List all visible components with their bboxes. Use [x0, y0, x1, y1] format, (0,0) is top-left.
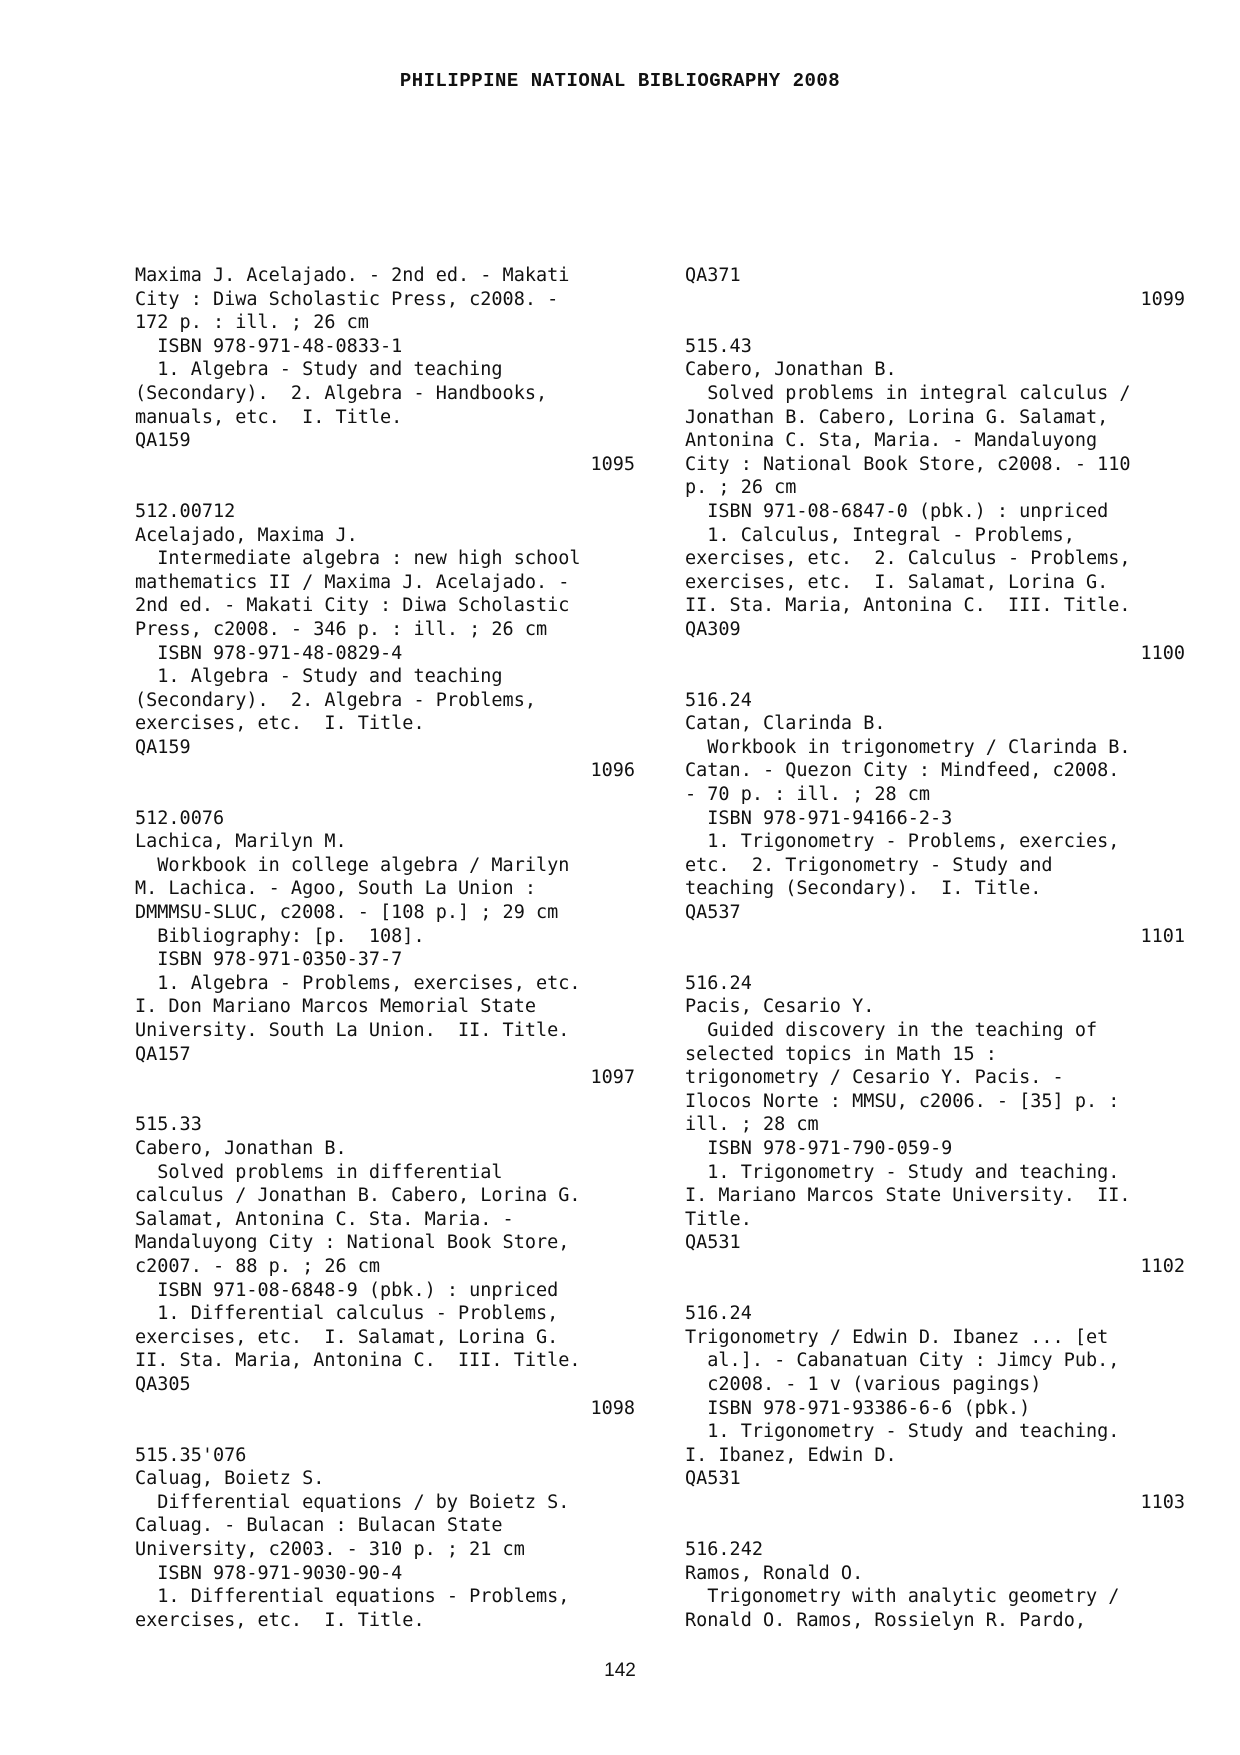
entry-number: 1098: [590, 1397, 635, 1419]
entry-text-line: Ronald O. Ramos, Rossielyn R. Pardo,: [685, 1609, 1086, 1631]
entry-text-line: II. Sta. Maria, Antonina C. III. Title.: [135, 1350, 581, 1372]
entry-separator: [135, 1420, 635, 1444]
entry-text-line: II. Sta. Maria, Antonina C. III. Title.: [685, 595, 1131, 617]
entry-text-line: ISBN 978-971-48-0829-4: [135, 642, 403, 664]
entry-text-line: 516.24: [685, 1303, 752, 1325]
entry-text-line: 1. Differential calculus - Problems,: [135, 1303, 559, 1325]
entry-text-line: 1. Algebra - Study and teaching: [135, 359, 503, 381]
entry-text-line: Cabero, Jonathan B.: [685, 359, 897, 381]
entry-text-line: 516.24: [685, 689, 752, 711]
entry-number: 1097: [590, 1067, 635, 1089]
entry-text-line: Cabero, Jonathan B.: [135, 1137, 347, 1159]
entry-text-line: Caluag, Boietz S.: [135, 1468, 325, 1490]
entry-text-line: QA159: [135, 430, 191, 452]
entry-text-line: University, c2003. - 310 p. ; 21 cm: [135, 1539, 525, 1561]
entry-separator: [685, 1514, 1185, 1538]
entry-separator: [685, 665, 1185, 689]
entry-text-line: c2008. - 1 v (various pagings): [685, 1373, 1042, 1395]
entry-text-line: QA371: [685, 265, 741, 286]
entry-text-line: c2007. - 88 p. ; 26 cm: [135, 1255, 381, 1277]
entry-text-line: QA309: [685, 618, 741, 640]
entry-text-line: ISBN 978-971-48-0833-1: [135, 335, 403, 357]
entry-text-line: 172 p. : ill. ; 26 cm: [135, 312, 369, 334]
entry-text-line: Bibliography: [p. 108].: [135, 925, 425, 947]
entry-text-line: 512.00712: [135, 500, 236, 522]
entry-text-line: ISBN 978-971-790-059-9: [685, 1137, 953, 1159]
entry-text-line: 1. Algebra - Problems, exercises, etc.: [135, 972, 581, 994]
entry-separator: [685, 948, 1185, 972]
entry-text-line: Pacis, Cesario Y.: [685, 996, 875, 1018]
entry-separator: [685, 311, 1185, 335]
entry-text-line: Differential equations / by Boietz S.: [135, 1491, 570, 1513]
entry-text-line: exercises, etc. I. Salamat, Lorina G.: [685, 571, 1109, 593]
entry-text-line: Intermediate algebra : new high school: [135, 548, 581, 570]
entry-text-line: Maxima J. Acelajado. - 2nd ed. - Makati: [135, 265, 570, 286]
entry-text-line: Solved problems in integral calculus /: [685, 382, 1131, 404]
entry-text-line: 2nd ed. - Makati City : Diwa Scholastic: [135, 595, 570, 617]
entry-text-line: exercises, etc. 2. Calculus - Problems,: [685, 548, 1131, 570]
entry-text-line: DMMMSU-SLUC, c2008. - [108 p.] ; 29 cm: [135, 902, 559, 924]
entry-text-line: M. Lachica. - Agoo, South La Union :: [135, 878, 536, 900]
entry-text-line: ISBN 978-971-9030-90-4: [135, 1562, 403, 1584]
entry-text-line: Guided discovery in the teaching of: [685, 1020, 1098, 1041]
entry-text-line: City : Diwa Scholastic Press, c2008. -: [135, 288, 559, 310]
entry-text-line: Catan, Clarinda B.: [685, 713, 886, 735]
entry-text-line: QA537: [685, 902, 741, 924]
entry-separator: [135, 476, 635, 500]
entry-text-line: Caluag. - Bulacan : Bulacan State: [135, 1515, 503, 1537]
entry-text-line: 1. Calculus, Integral - Problems,: [685, 524, 1075, 546]
entry-text-line: 515.35'076: [135, 1444, 247, 1466]
entry-text-line: teaching (Secondary). I. Title.: [685, 878, 1042, 900]
entry-separator: [135, 1090, 635, 1114]
entry-text-line: QA531: [685, 1232, 741, 1254]
entry-number: 1096: [590, 760, 635, 782]
entry-text-line: Antonina C. Sta, Maria. - Mandaluyong: [685, 430, 1098, 452]
entry-text-line: Trigonometry / Edwin D. Ibanez ... [et: [685, 1326, 1109, 1348]
entry-text-line: Catan. - Quezon City : Mindfeed, c2008.: [685, 760, 1120, 782]
entry-text-line: ISBN 978-971-93386-6-6 (pbk.): [685, 1397, 1031, 1419]
entry-text-line: 515.33: [135, 1114, 202, 1136]
entry-text-line: Acelajado, Maxima J.: [135, 524, 358, 546]
entry-text-line: Trigonometry with analytic geometry /: [685, 1586, 1120, 1608]
entry-number: 1101: [1140, 925, 1185, 947]
entry-text-line: ill. ; 28 cm: [685, 1114, 819, 1136]
entry-text-line: 1. Trigonometry - Study and teaching.: [685, 1161, 1120, 1183]
entry-text-line: QA531: [685, 1468, 741, 1490]
entry-text-line: Ramos, Ronald O.: [685, 1562, 864, 1584]
entry-text-line: Workbook in college algebra / Marilyn: [135, 854, 570, 876]
entry-text-line: City : National Book Store, c2008. - 110: [685, 453, 1131, 475]
entry-text-line: 512.0076: [135, 807, 225, 829]
entry-text-line: manuals, etc. I. Title.: [135, 406, 403, 428]
entry-text-line: QA159: [135, 736, 191, 758]
entry-text-line: 1. Differential equations - Problems,: [135, 1586, 570, 1608]
entry-text-line: p. ; 26 cm: [685, 477, 797, 499]
entry-text-line: (Secondary). 2. Algebra - Problems,: [135, 689, 536, 711]
entry-text-line: calculus / Jonathan B. Cabero, Lorina G.: [135, 1185, 581, 1207]
entry-text-line: ISBN 971-08-6847-0 (pbk.) : unpriced: [685, 500, 1109, 522]
entry-text-line: - 70 p. : ill. ; 28 cm: [685, 784, 931, 806]
entry-number: 1100: [1140, 642, 1185, 664]
entry-text-line: 515.43: [685, 335, 752, 357]
entry-number: 1103: [1140, 1491, 1185, 1513]
entry-text-line: exercises, etc. I. Title.: [135, 713, 425, 735]
entry-text-line: Title.: [685, 1208, 752, 1230]
entry-text-line: Jonathan B. Cabero, Lorina G. Salamat,: [685, 406, 1109, 428]
entry-text-line: Press, c2008. - 346 p. : ill. ; 26 cm: [135, 618, 548, 640]
entry-text-line: Workbook in trigonometry / Clarinda B.: [685, 736, 1131, 758]
entry-text-line: Ilocos Norte : MMSU, c2006. - [35] p. :: [685, 1090, 1120, 1112]
entry-text-line: trigonometry / Cesario Y. Pacis. -: [685, 1067, 1064, 1089]
left-column: [135, 264, 635, 1632]
entry-text-line: 516.24: [685, 972, 752, 994]
entry-text-line: I. Mariano Marcos State University. II.: [685, 1185, 1131, 1207]
entry-text-line: mathematics II / Maxima J. Acelajado. -: [135, 571, 570, 593]
page-number: 142: [604, 1660, 636, 1681]
entry-separator: [135, 783, 635, 807]
entry-text-line: I. Don Mariano Marcos Memorial State: [135, 996, 536, 1018]
entry-text-line: al.]. - Cabanatuan City : Jimcy Pub.,: [685, 1350, 1120, 1372]
entry-text-line: QA305: [135, 1373, 191, 1395]
entry-text-line: ISBN 971-08-6848-9 (pbk.) : unpriced: [135, 1279, 559, 1301]
entry-text-line: ISBN 978-971-0350-37-7: [135, 949, 403, 971]
entry-text-line: I. Ibanez, Edwin D.: [685, 1444, 897, 1466]
entry-text-line: ISBN 978-971-94166-2-3: [685, 807, 953, 829]
right-column: [685, 264, 1185, 1632]
entry-number: 1095: [590, 453, 635, 475]
entry-text-line: 1. Trigonometry - Study and teaching.: [685, 1421, 1120, 1443]
entry-text-line: (Secondary). 2. Algebra - Handbooks,: [135, 382, 548, 404]
entry-number: 1102: [1140, 1255, 1185, 1277]
entry-text-line: Solved problems in differential: [135, 1161, 503, 1183]
entry-text-line: Mandaluyong City : National Book Store,: [135, 1232, 570, 1254]
entry-separator: [685, 1279, 1185, 1303]
entry-text-line: University. South La Union. II. Title.: [135, 1020, 570, 1041]
entry-text-line: 1. Algebra - Study and teaching: [135, 666, 503, 688]
entry-text-line: Lachica, Marilyn M.: [135, 831, 347, 853]
entry-text-line: exercises, etc. I. Salamat, Lorina G.: [135, 1326, 559, 1348]
entry-number: 1099: [1140, 288, 1185, 310]
entry-text-line: exercises, etc. I. Title.: [135, 1609, 425, 1631]
entry-text-line: QA157: [135, 1043, 191, 1065]
entry-text-line: Salamat, Antonina C. Sta. Maria. -: [135, 1208, 514, 1230]
entry-text-line: etc. 2. Trigonometry - Study and: [685, 854, 1053, 876]
entry-text-line: 1. Trigonometry - Problems, exercies,: [685, 831, 1120, 853]
entry-text-line: selected topics in Math 15 :: [685, 1043, 997, 1065]
entry-text-line: 516.242: [685, 1539, 763, 1561]
page-header-title: PHILIPPINE NATIONAL BIBLIOGRAPHY 2008: [399, 70, 841, 92]
